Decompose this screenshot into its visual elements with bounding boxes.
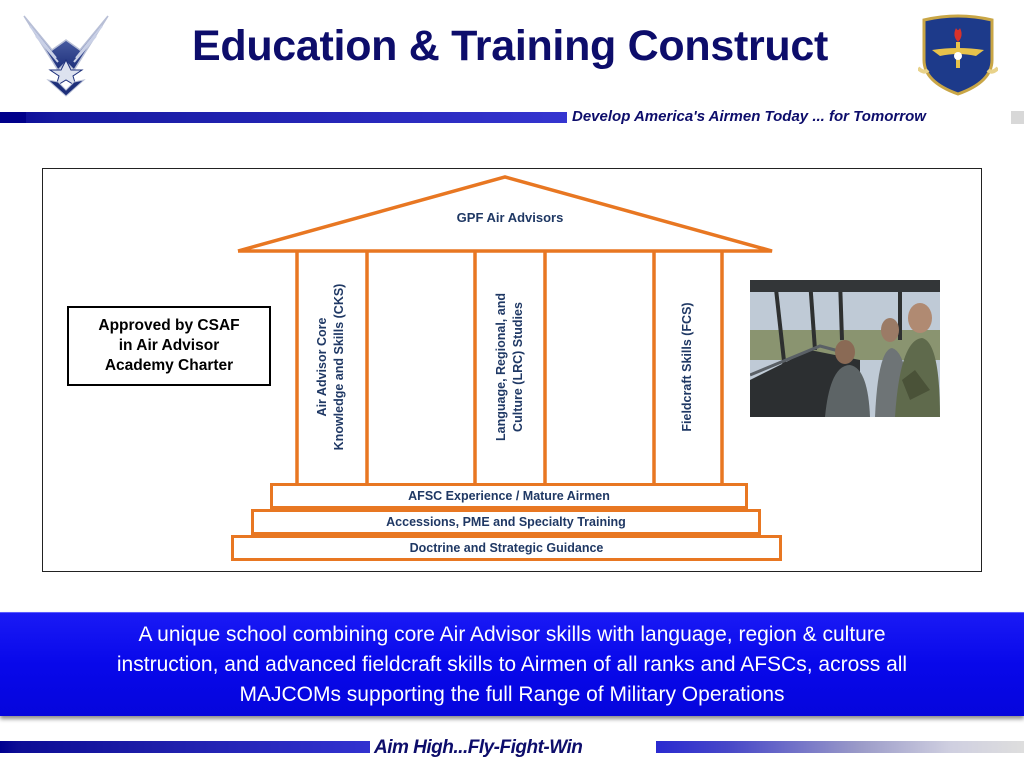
pillar-lrc-line-1: Language, Regional, and xyxy=(494,293,508,441)
summary-line-1: A unique school combining core Air Advisor skills with language, region & culture xyxy=(138,623,886,646)
pillar-fcs-label xyxy=(679,252,697,482)
photo-illustration xyxy=(750,280,940,417)
construct-diagram xyxy=(230,172,790,564)
step-doctrine-label: Doctrine and Strategic Guidance xyxy=(409,541,604,555)
shield-icon xyxy=(918,10,998,98)
step-doctrine xyxy=(231,535,782,561)
usaf-wings-logo xyxy=(18,10,114,100)
header-gray-block xyxy=(1011,111,1024,124)
roof-label: GPF Air Advisors xyxy=(456,210,564,225)
step-afsc-experience xyxy=(270,483,748,509)
summary-line-3: MAJCOMs supporting the full Range of Military Operations xyxy=(239,683,785,706)
wings-icon xyxy=(18,10,114,100)
step-afsc-label: AFSC Experience / Mature Airmen xyxy=(408,489,610,503)
charter-line-1: Approved by CSAF xyxy=(98,317,240,334)
header-divider-bar xyxy=(0,112,567,123)
header-divider-accent xyxy=(0,112,26,123)
pillar-lrc-label xyxy=(493,252,529,482)
summary-banner xyxy=(0,612,1024,716)
footer-bar-right xyxy=(656,741,1024,753)
pillar-cks-line-1: Air Advisor Core xyxy=(315,317,329,417)
page-title: Education & Training Construct xyxy=(191,22,829,70)
pillar-cks-line-2: Knowledge and Skills (CKS) xyxy=(332,283,346,451)
header-tagline: Develop America's Airmen Today ... for Tomorrow xyxy=(572,108,926,125)
step-accessions-pme xyxy=(251,509,761,535)
pillar-fcs-line-1: Fieldcraft Skills (FCS) xyxy=(680,302,694,432)
charter-line-3: Academy Charter xyxy=(104,357,234,374)
aetc-shield-emblem xyxy=(918,10,998,98)
charter-line-2: in Air Advisor xyxy=(118,337,220,354)
footer-tagline: Aim High...Fly-Fight-Win xyxy=(374,737,583,758)
control-tower-photo xyxy=(750,280,940,417)
step-accessions-label: Accessions, PME and Specialty Training xyxy=(386,515,626,529)
pillar-cks-label xyxy=(314,252,350,482)
pillar-lrc-line-2: Culture (LRC) Studies xyxy=(511,302,525,432)
footer-bar-left xyxy=(0,741,370,753)
summary-line-2: instruction, and advanced fieldcraft skills to Airmen of all ranks and AFSCs, across all xyxy=(116,653,908,676)
